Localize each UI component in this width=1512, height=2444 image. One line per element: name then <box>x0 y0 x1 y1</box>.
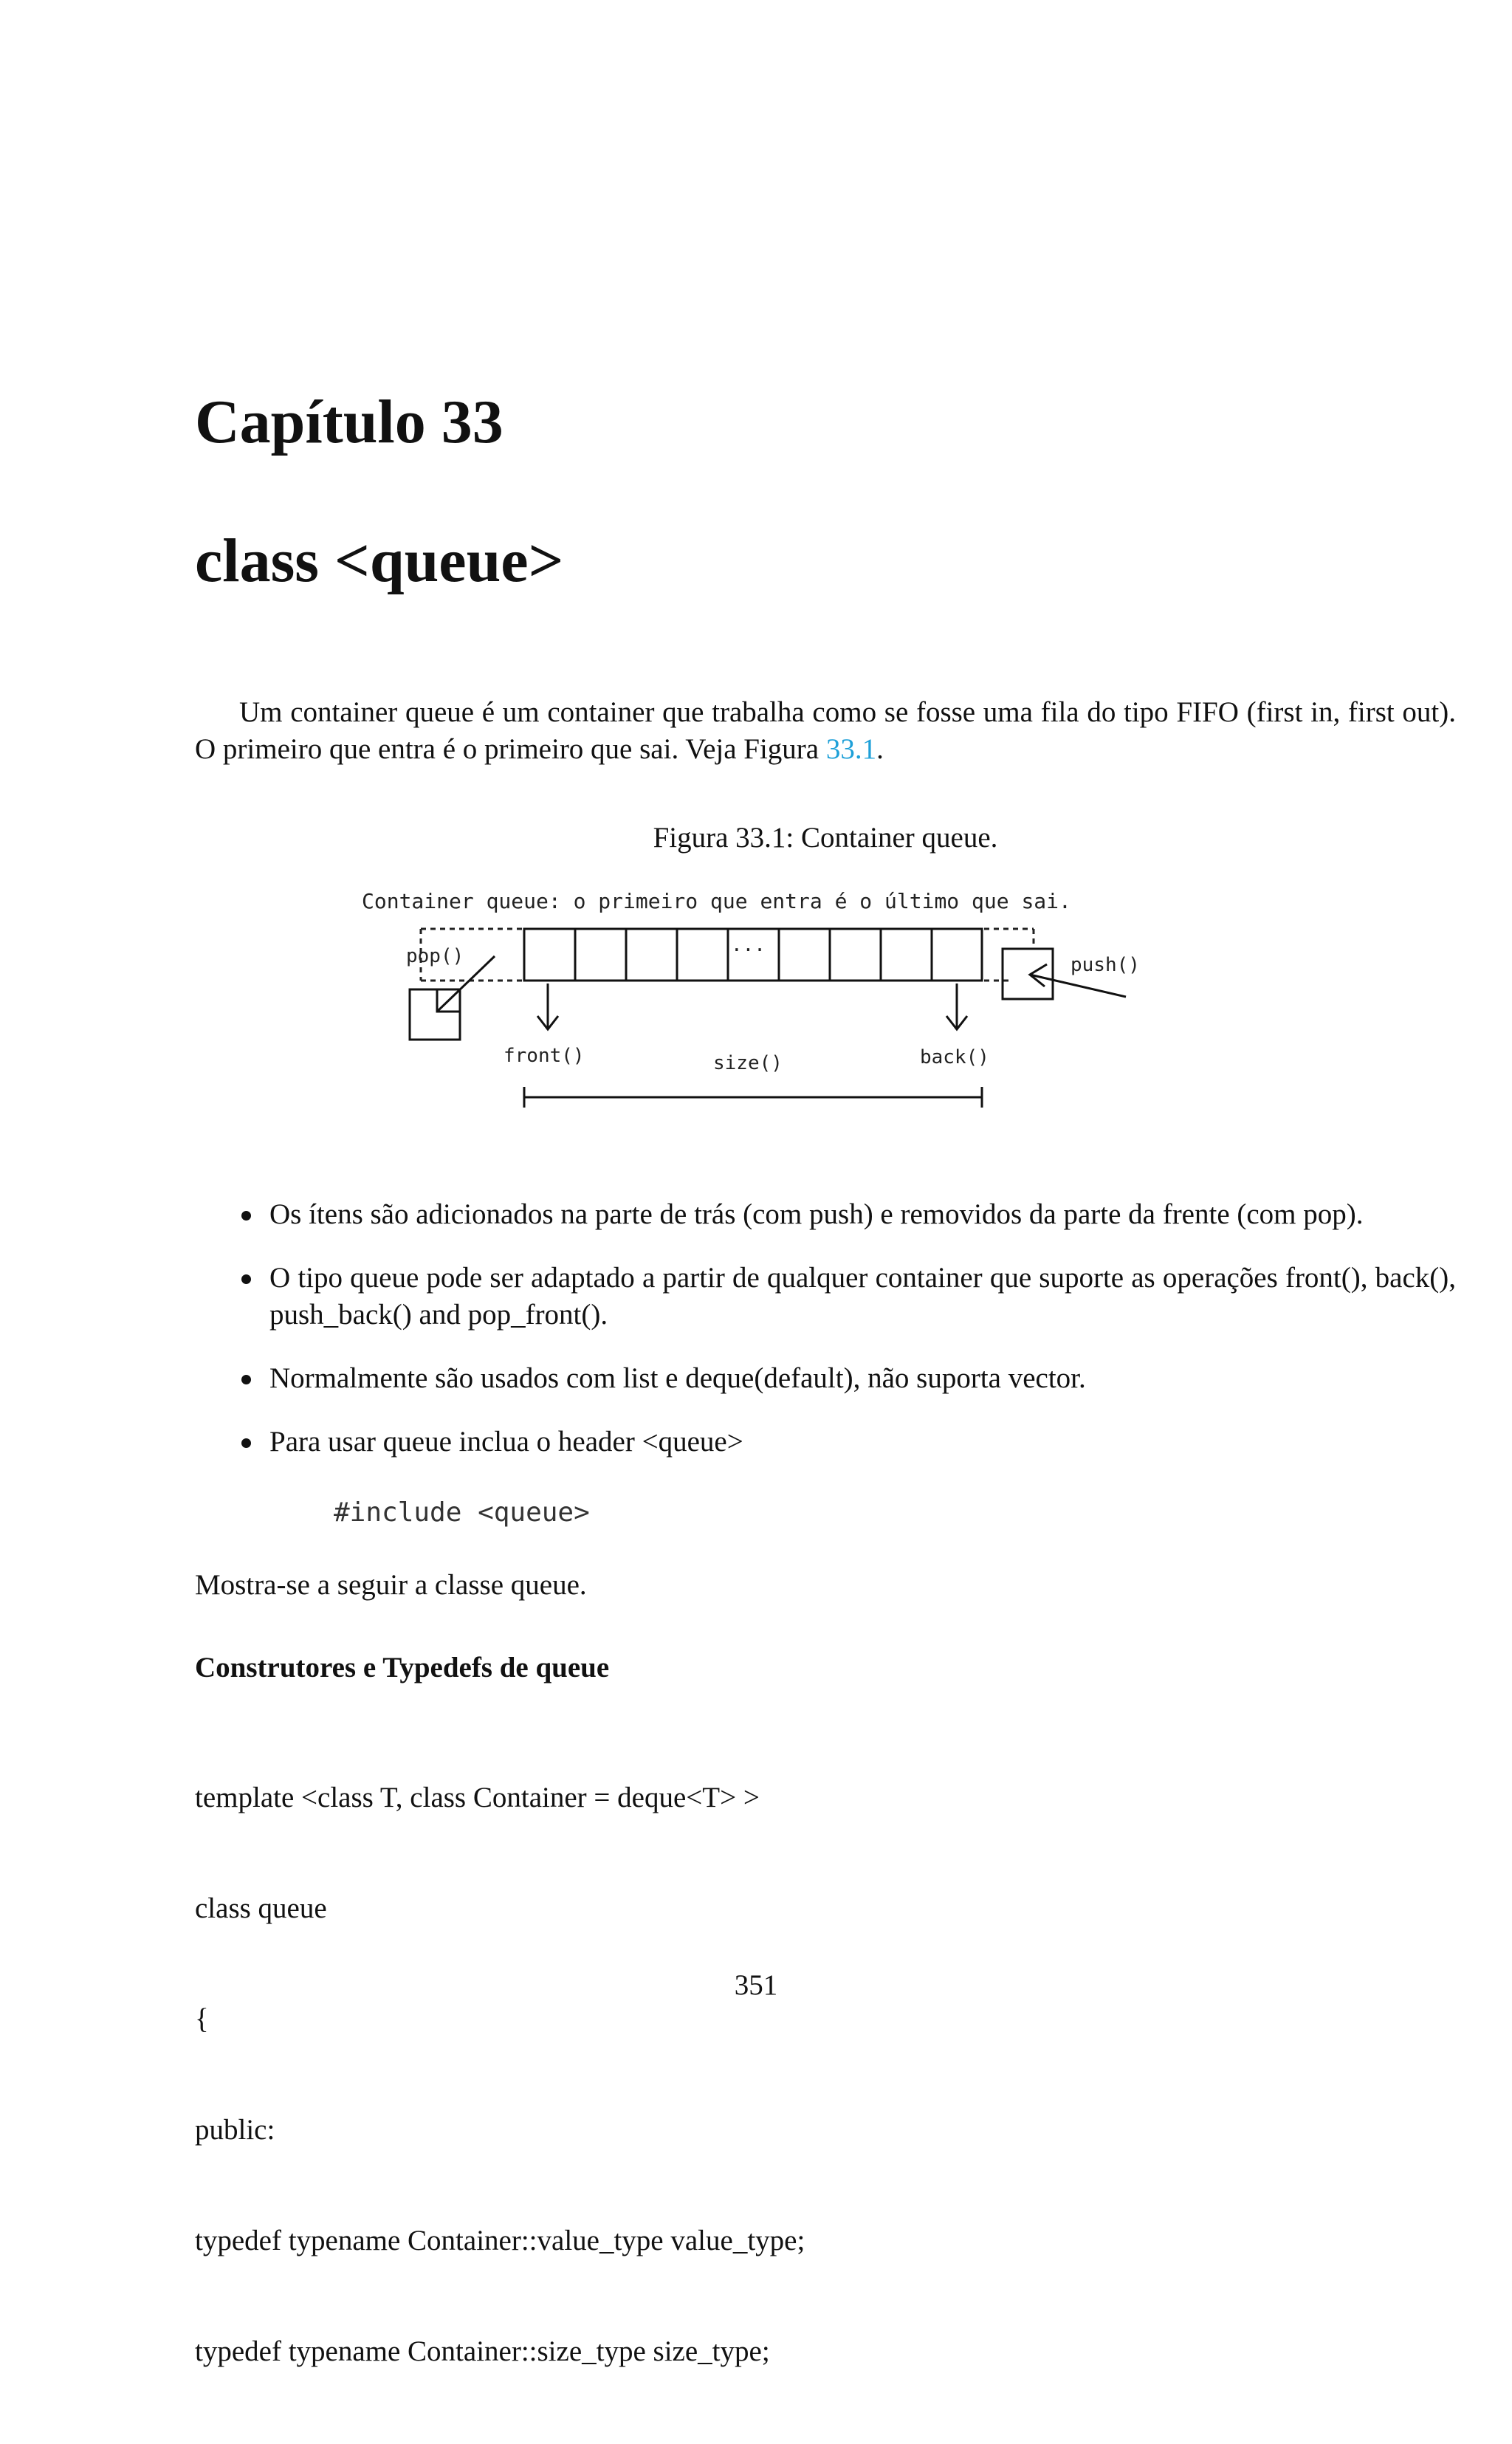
size-dimension-line <box>524 1087 982 1108</box>
front-label: front() <box>504 1045 585 1067</box>
chapter-label: Capítulo 33 <box>195 388 504 456</box>
queue-ellipsis: ... <box>731 934 766 956</box>
pushed-element-box <box>1003 949 1053 999</box>
list-item-text: Normalmente são usados com list e deque(default), não suporta vector. <box>269 1362 1086 1394</box>
figure-reference-link[interactable]: 33.1 <box>825 733 877 765</box>
bullet-icon <box>241 1211 251 1221</box>
list-item <box>195 1196 1456 1233</box>
code-line: class queue <box>195 1892 327 1924</box>
intro-paragraph <box>195 694 1456 768</box>
back-arrow-icon <box>946 984 967 1029</box>
list-item-text: Os ítens são adicionados na parte de trás (com push) e removidos da parte da frente (com pop). <box>269 1198 1364 1230</box>
code-line: public: <box>195 2114 275 2146</box>
class-declaration-block <box>195 1706 805 2444</box>
push-label: push() <box>1071 954 1140 976</box>
queue-figure <box>347 879 1181 1122</box>
figure-heading: Container queue: o primeiro que entra é o último que sai. <box>362 889 1071 913</box>
bullet-icon <box>241 1274 251 1284</box>
bullet-icon <box>241 1375 251 1384</box>
chapter-title: class <queue> <box>195 526 564 595</box>
pop-label: pop() <box>406 945 464 967</box>
bullet-icon <box>241 1438 251 1448</box>
size-label: size() <box>713 1052 783 1074</box>
feature-bullet-list <box>195 1196 1456 1487</box>
list-item-text: Para usar queue inclua o header <queue> <box>269 1426 743 1458</box>
code-line: template <class T, class Container = deque<T> > <box>195 1782 760 1813</box>
list-item-text: O tipo queue pode ser adaptado a partir de qualquer container que suporte as operações front(), back(), push_back() and pop_front(). <box>269 1262 1456 1331</box>
intro-text: Um container queue é um container que trabalha como se fosse uma fila do tipo FIFO (first in, first out). O primeiro que entra é o primeiro que sai. Veja Figura <box>195 696 1456 765</box>
class-intro-text: Mostra-se a seguir a classe queue. <box>195 1569 587 1601</box>
include-code-line: #include <queue> <box>334 1497 590 1528</box>
back-label: back() <box>920 1046 989 1068</box>
page-number: 351 <box>734 1969 778 2001</box>
list-item <box>195 1260 1456 1333</box>
front-arrow-icon <box>537 984 558 1029</box>
code-line: { <box>195 2003 209 2035</box>
intro-end: . <box>876 733 884 765</box>
list-item <box>195 1360 1456 1397</box>
section-heading: Construtores e Typedefs de queue <box>195 1652 610 1683</box>
code-line: typedef typename Container::size_type size_type; <box>195 2335 770 2367</box>
list-item <box>195 1424 1456 1460</box>
figure-caption: Figura 33.1: Container queue. <box>653 822 998 854</box>
code-line: typedef typename Container::value_type value_type; <box>195 2225 805 2256</box>
